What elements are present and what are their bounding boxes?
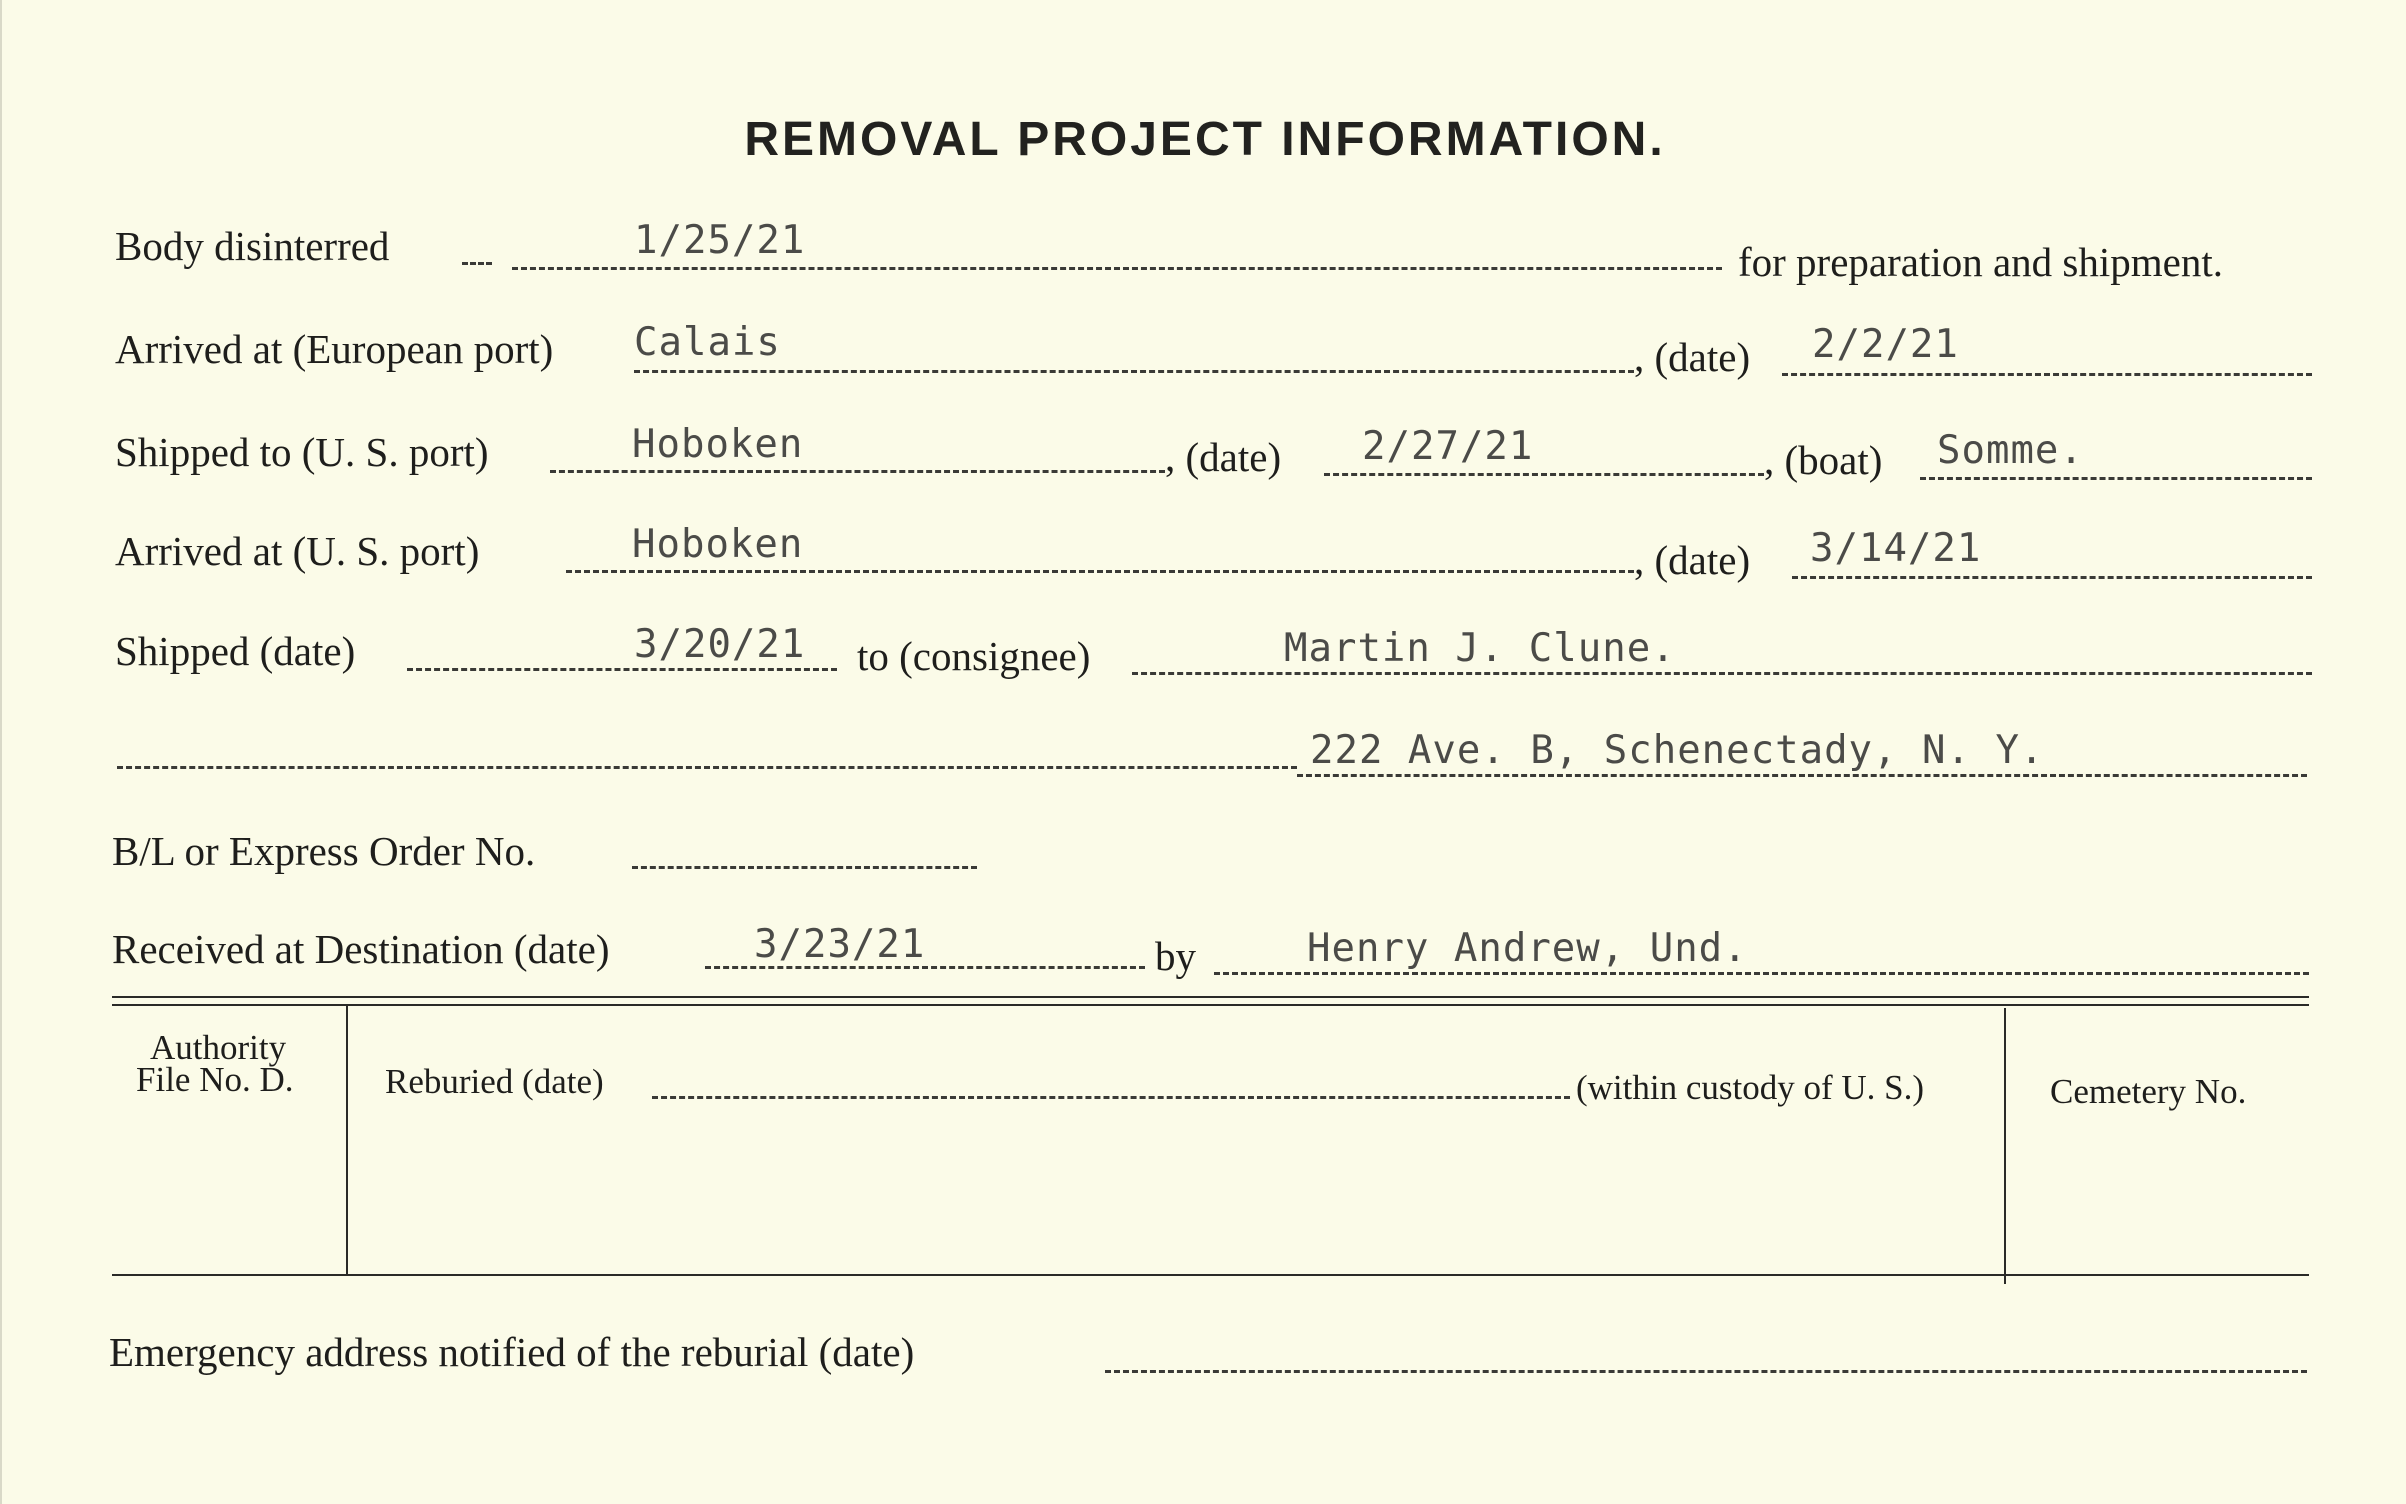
date-label: , (date)	[1634, 334, 1751, 380]
received-date: 3/23/21	[754, 922, 926, 967]
dotted-line	[1920, 477, 2312, 480]
date-label: , (date)	[1165, 434, 1282, 480]
consignee-address: 222 Ave. B, Schenectady, N. Y.	[1310, 728, 2045, 773]
boat-value: Somme.	[1937, 428, 2084, 473]
received-by-value: Henry Andrew, Und.	[1307, 926, 1748, 971]
dotted-line	[1792, 576, 2312, 579]
european-port-value: Calais	[634, 320, 781, 365]
bl-express-order-label: B/L or Express Order No.	[112, 828, 536, 874]
dotted-line	[1214, 972, 2309, 975]
emergency-address-label: Emergency address notified of the reburial (date)	[109, 1329, 915, 1375]
dotted-line	[652, 1096, 1570, 1099]
body-disinterred-label: Body disinterred	[115, 223, 390, 269]
dotted-line	[1132, 672, 2312, 675]
authority-label: Authority	[150, 1028, 287, 1067]
dotted-line	[407, 668, 837, 671]
dotted-line	[634, 370, 1634, 373]
dotted-line	[1297, 774, 2307, 777]
date-label: , (date)	[1634, 537, 1751, 583]
box-divider	[346, 1004, 348, 1274]
consignee-name: Martin J. Clune.	[1284, 626, 1676, 671]
dotted-line	[1105, 1370, 2307, 1373]
shipped-date-label: Shipped (date)	[115, 628, 356, 674]
us-port-value: Hoboken	[632, 422, 804, 467]
us-arrival-date: 3/14/21	[1810, 526, 1982, 571]
box-bottom-rule	[112, 1274, 2309, 1276]
dotted-line	[566, 570, 1634, 573]
shipped-date-value: 3/20/21	[634, 622, 806, 667]
arrived-us-port-label: Arrived at (U. S. port)	[115, 528, 480, 574]
dotted-line	[632, 866, 977, 869]
reburied-date-label: Reburied (date)	[385, 1062, 604, 1101]
dotted-line	[462, 262, 492, 265]
dotted-line	[1324, 473, 1764, 476]
boat-label: , (boat)	[1764, 437, 1883, 483]
us-arrival-port: Hoboken	[632, 522, 804, 567]
box-divider	[2004, 1008, 2006, 1284]
custody-label: (within custody of U. S.)	[1576, 1068, 1925, 1107]
box-top-rule	[112, 1004, 2309, 1006]
by-label: by	[1155, 933, 1196, 979]
card-title: REMOVAL PROJECT INFORMATION.	[744, 113, 1666, 166]
dotted-line	[550, 470, 1165, 473]
file-no-label: File No. D.	[136, 1060, 294, 1099]
arrived-european-port-label: Arrived at (European port)	[115, 326, 554, 372]
disinterred-date: 1/25/21	[634, 218, 806, 263]
box-top-rule	[112, 996, 2309, 998]
dotted-line	[117, 766, 1297, 769]
cemetery-no-label: Cemetery No.	[2050, 1072, 2247, 1111]
shipped-date: 2/27/21	[1362, 424, 1534, 469]
dotted-line	[1782, 373, 2312, 376]
dotted-line	[512, 267, 1722, 270]
preparation-shipment-text: for preparation and shipment.	[1738, 239, 2224, 285]
european-arrival-date: 2/2/21	[1812, 322, 1959, 367]
received-destination-label: Received at Destination (date)	[112, 926, 610, 972]
shipped-us-port-label: Shipped to (U. S. port)	[115, 429, 489, 475]
consignee-label: to (consignee)	[857, 633, 1091, 679]
